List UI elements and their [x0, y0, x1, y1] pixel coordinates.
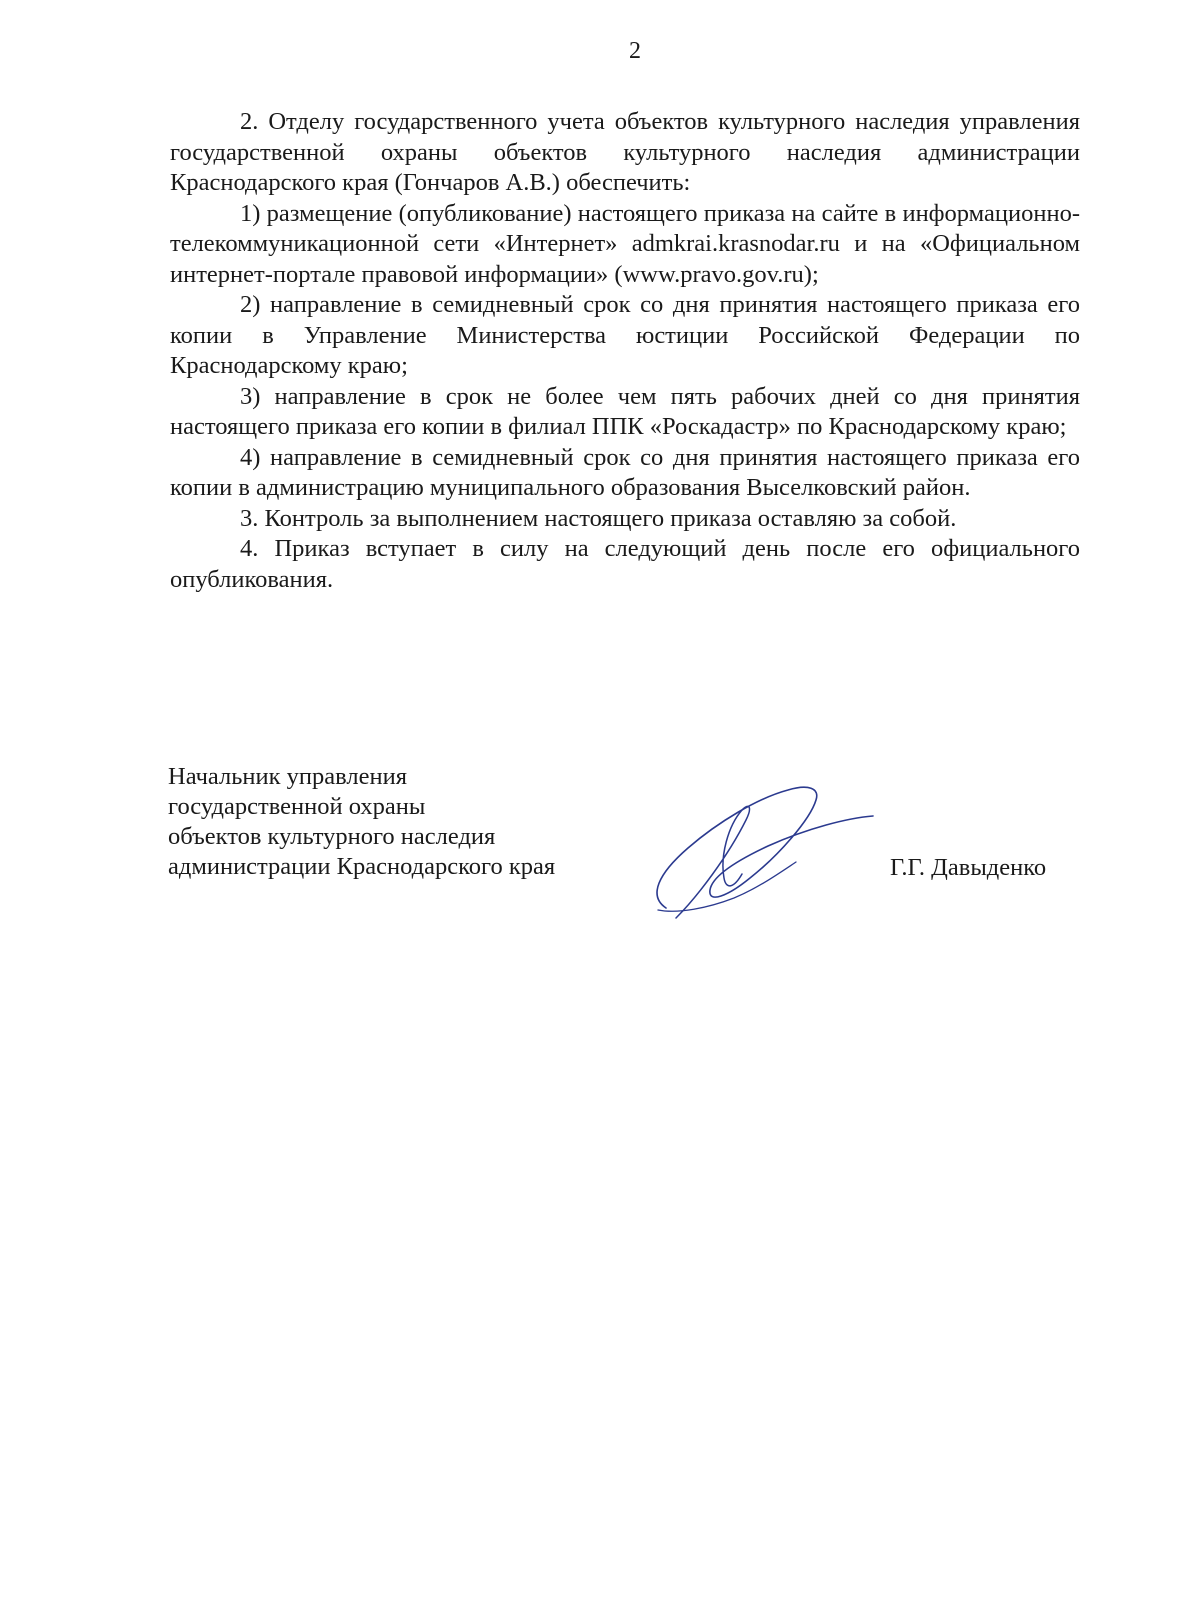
page-number: 2	[629, 38, 641, 64]
signer-position	[168, 762, 555, 882]
signer-position-line: государственной охраны	[168, 793, 426, 820]
signer-name: Г.Г. Давыденко	[890, 854, 1047, 881]
paragraph-subitem-3: 3) направление в срок не более чем пять рабочих дней со дня принятия настоящего приказа его копии в филиал ППК «Роскадастр» по Краснодарскому краю;	[170, 382, 1080, 440]
signer-position-line: Начальник управления	[168, 763, 407, 790]
document-body	[170, 107, 1080, 595]
paragraph-subitem-2: 2) направление в семидневный срок со дня принятия настоящего приказа его копии в Управление Министерства юстиции Российской Федерации по Краснодарскому краю;	[170, 291, 1080, 379]
paragraph-item-4: 4. Приказ вступает в силу на следующий день после его официального опубликования.	[170, 535, 1080, 593]
paragraph-item-3: 3. Контроль за выполнением настоящего приказа оставляю за собой.	[240, 504, 957, 532]
paragraph-subitem-1: 1) размещение (опубликование) настоящего приказа на сайте в информационно-телекоммуникационной сети «Интернет» admkrai.krasnodar.ru и на «Официальном интернет-портале правовой информации» (www.pravo.gov.ru);	[170, 199, 1080, 288]
signature-block	[168, 762, 1088, 932]
paragraph-item-2: 2. Отделу государственного учета объектов культурного наследия управления государственной охраны объектов культурного наследия администрации Краснодарского края (Гончаров А.В.) обеспечить:	[170, 108, 1080, 196]
signer-position-line: объектов культурного наследия	[168, 823, 496, 850]
handwritten-signature	[638, 778, 878, 928]
paragraph-subitem-4: 4) направление в семидневный срок со дня принятия настоящего приказа его копии в администрацию муниципального образования Выселковский район.	[170, 443, 1080, 501]
signer-position-line: администрации Краснодарского края	[168, 853, 556, 880]
